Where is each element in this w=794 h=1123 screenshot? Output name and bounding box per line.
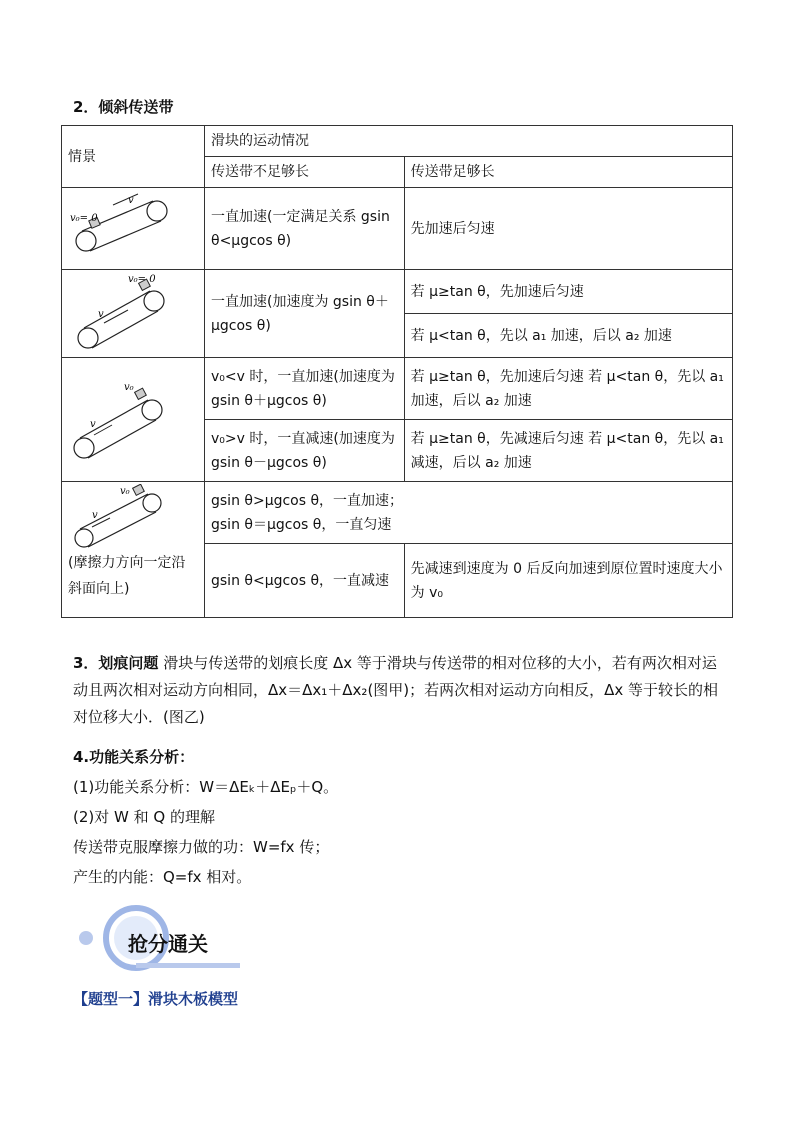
label-v0: v₀ <box>120 486 130 497</box>
scene-4-note: (摩擦力方向一定沿斜面向上) <box>68 555 186 597</box>
section-4-title: 4.功能关系分析： <box>73 748 195 766</box>
header-motion: 滑块的运动情况 <box>205 126 733 157</box>
row2-long-a: 若 μ≥tan θ，先加速后匀速 <box>404 270 732 314</box>
scene-diagram-1 <box>62 188 205 270</box>
label-v0: v₀ <box>124 381 134 393</box>
scene-diagram-3 <box>62 358 205 482</box>
row4-full-a1: gsin θ>μgcos θ，一直加速； <box>211 492 404 509</box>
type-1-title: 【题型一】滑块木板模型 <box>73 990 239 1008</box>
row1-long: 先加速后匀速 <box>404 188 732 270</box>
section-3-text: 滑块与传送带的划痕长度 Δx 等于滑块与传送带的相对位移的大小，若有两次相对运动且两次相对运动方向相同，Δx＝Δx₁＋Δx₂(图甲)；若两次相对运动方向相反，Δx 等于较长的相对位移大小．(图乙) <box>73 654 719 726</box>
label-v: v <box>128 194 134 206</box>
section-4-line3: 传送带克服摩擦力做的功：W=fx 传； <box>73 838 330 856</box>
row1-short: 一直加速(一定满足关系 gsin θ<μgcos θ) <box>205 188 405 270</box>
inclined-belt-table <box>61 125 733 618</box>
row3-short-b: v₀>v 时，一直减速(加速度为 gsin θ－μgcos θ) <box>205 420 405 482</box>
section-4-line2: (2)对 W 和 Q 的理解 <box>73 808 215 826</box>
label-v: v <box>90 418 96 430</box>
row3-short-a: v₀<v 时，一直加速(加速度为 gsin θ＋μgcos θ) <box>205 358 405 420</box>
header-long: 传送带足够长 <box>404 157 732 188</box>
scene-diagram-2 <box>62 270 205 358</box>
header-scene: 情景 <box>62 126 205 188</box>
section-4-line4: 产生的内能：Q=fx 相对。 <box>73 868 252 886</box>
row4-full-a2: gsin θ＝μgcos θ，一直匀速 <box>211 516 392 533</box>
row4-short-b: gsin θ<μgcos θ，一直减速 <box>205 544 405 618</box>
row4-long-b: 先减速到速度为 0 后反向加速到原位置时速度大小为 v₀ <box>404 544 732 618</box>
section-3-title: 3．划痕问题 <box>73 654 159 672</box>
row2-long-b: 若 μ<tan θ，先以 a₁ 加速，后以 a₂ 加速 <box>404 314 732 358</box>
section-4-line1: (1)功能关系分析：W＝ΔEₖ＋ΔEₚ＋Q。 <box>73 778 339 796</box>
label-v: v <box>92 510 98 521</box>
header-short: 传送带不足够长 <box>205 157 405 188</box>
row3-long-b: 若 μ≥tan θ，先减速后匀速 若 μ<tan θ，先以 a₁ 减速，后以 a₂ 加速 <box>404 420 732 482</box>
scene-4-cell <box>62 482 205 618</box>
row3-long-a: 若 μ≥tan θ，先加速后匀速 若 μ<tan θ，先以 a₁ 加速，后以 a₂ 加速 <box>404 358 732 420</box>
label-v0-zero: v₀= 0 <box>128 273 156 285</box>
label-v: v <box>98 308 104 320</box>
section-3-paragraph <box>73 650 723 731</box>
section-2-title: 2．倾斜传送带 <box>73 98 174 116</box>
label-v0-zero: v₀= 0 <box>70 212 98 224</box>
row4-full <box>205 482 733 544</box>
banner-title: 抢分通关 <box>128 932 208 956</box>
row2-short: 一直加速(加速度为 gsin θ＋μgcos θ) <box>205 270 405 358</box>
scene-diagram-4 <box>68 484 198 550</box>
